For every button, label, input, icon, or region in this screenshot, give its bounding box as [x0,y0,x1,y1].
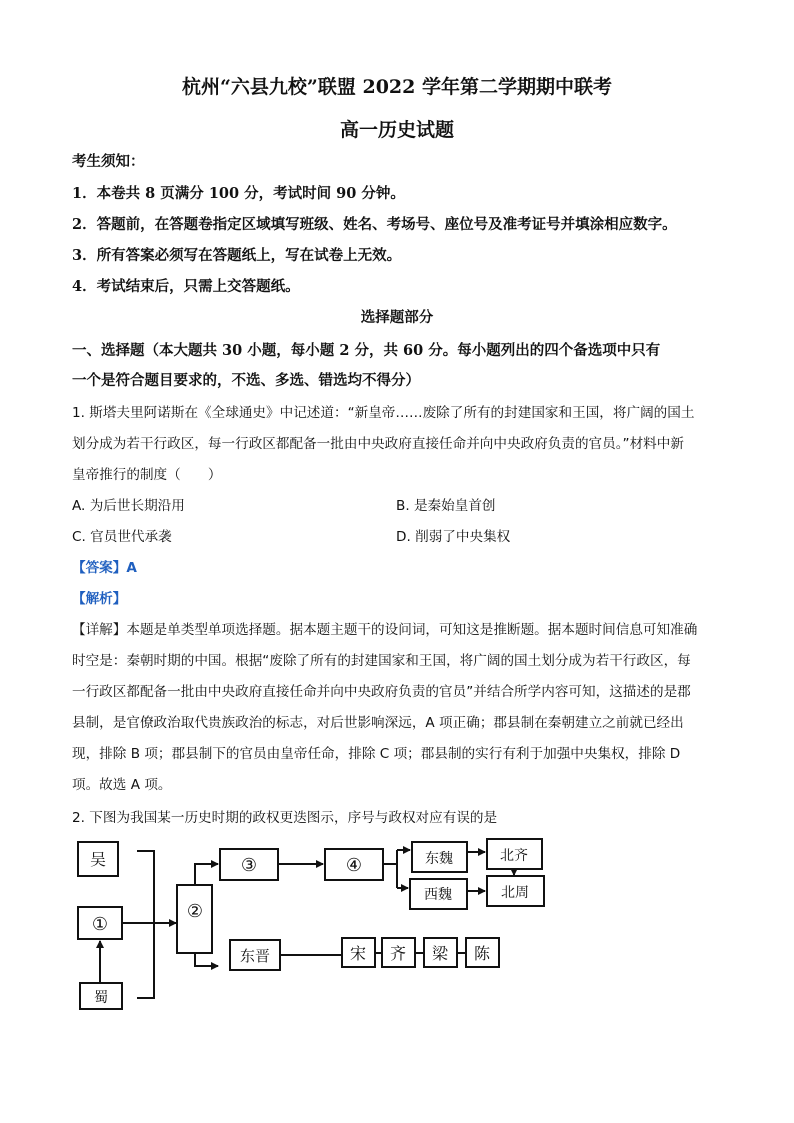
arrow-2-to-dongjin [195,954,218,966]
label-beizhou: 北周 [501,885,529,901]
label-beiqi: 北齐 [500,848,528,864]
q1-option-c: C. 官员世代承袭 [72,529,172,545]
section-title: 选择题部分 [360,309,434,326]
label-xiwei: 西魏 [424,887,452,903]
q2-stem: 2. 下图为我国某一历史时期的政权更迭图示，序号与政权对应有误的是 [72,810,498,826]
q1-detail-line-3: 一行政区都配备一批由中央政府直接任命并向中央政府负责的官员”并结合所学内容可知，这描述的是郡 [72,684,691,700]
notice-item-1: 1．本卷共 8 页满分 100 分，考试时间 90 分钟。 [72,185,405,202]
notice-heading: 考生须知： [72,153,145,170]
label-liang: 梁 [431,944,449,963]
q1-detail-line-4: 县制，是官僚政治取代贵族政治的标志，对后世影响深远，A 项正确；郡县制在秦朝建立之前就已经出 [72,715,684,731]
q1-option-b: B. 是秦始皇首创 [396,498,496,514]
q1-answer: 【答案】A [72,560,137,576]
q1-detail-line-5: 现，排除 B 项；郡县制下的官员由皇帝任命，排除 C 项；郡县制的实行有利于加强中央集权，排除 D [72,746,681,762]
exam-title: 杭州“六县九校”联盟 2022 学年第二学期期中联考 [182,76,612,98]
label-shu: 蜀 [94,990,108,1006]
label-4: ④ [345,855,363,876]
bracket-left [137,851,154,998]
q1-stem-line-3: 皇帝推行的制度（ ） [72,467,222,483]
label-dongwei: 东魏 [425,851,453,867]
q1-option-a: A. 为后世长期沿用 [72,498,185,514]
notice-item-4: 4．考试结束后，只需上交答题纸。 [72,278,300,295]
notice-item-2: 2．答题前，在答题卷指定区域填写班级、姓名、考场号、座位号及准考证号并填涂相应数字。 [72,216,677,233]
section-instruction-2: 一个是符合题目要求的，不选、多选、错选均不得分） [72,372,420,389]
q1-option-d: D. 削弱了中央集权 [396,529,511,545]
section-instruction-1: 一、选择题（本大题共 30 小题，每小题 2 分，共 60 分。每小题列出的四个备选项中只有 [72,342,661,359]
q1-detail-line-2: 时空是：秦朝时期的中国。根据“废除了所有的封建国家和王国，将广阔的国土划分成为若干行政区，每 [72,653,691,669]
label-2: ② [186,901,204,922]
label-dongjin: 东晋 [239,947,271,965]
label-1: ① [91,914,109,935]
q1-detail-line-6: 项。故选 A 项。 [72,777,172,793]
label-qi: 齐 [389,944,407,963]
q1-analysis-label: 【解析】 [72,591,127,607]
q1-detail-line-1: 【详解】本题是单类型单项选择题。据本题主题干的设问词，可知这是推断题。据本题时间信息可知准确 [72,622,698,638]
label-3: ③ [240,855,258,876]
q1-stem-line-1: 1. 斯塔夫里阿诺斯在《全球通史》中记述道：“新皇帝……废除了所有的封建国家和王国，将广阔的国土 [72,405,695,421]
label-song: 宋 [349,944,367,963]
q1-stem-line-2: 划分成为若干行政区，每一行政区都配备一批由中央政府直接任命并向中央政府负责的官员。”材料中新 [72,436,684,452]
label-chen: 陈 [473,944,491,963]
label-wu: 吴 [89,850,107,869]
exam-subtitle: 高一历史试题 [339,119,454,141]
arrow-2-to-3 [195,864,218,884]
notice-item-3: 3．所有答案必须写在答题纸上，写在试卷上无效。 [72,247,402,264]
